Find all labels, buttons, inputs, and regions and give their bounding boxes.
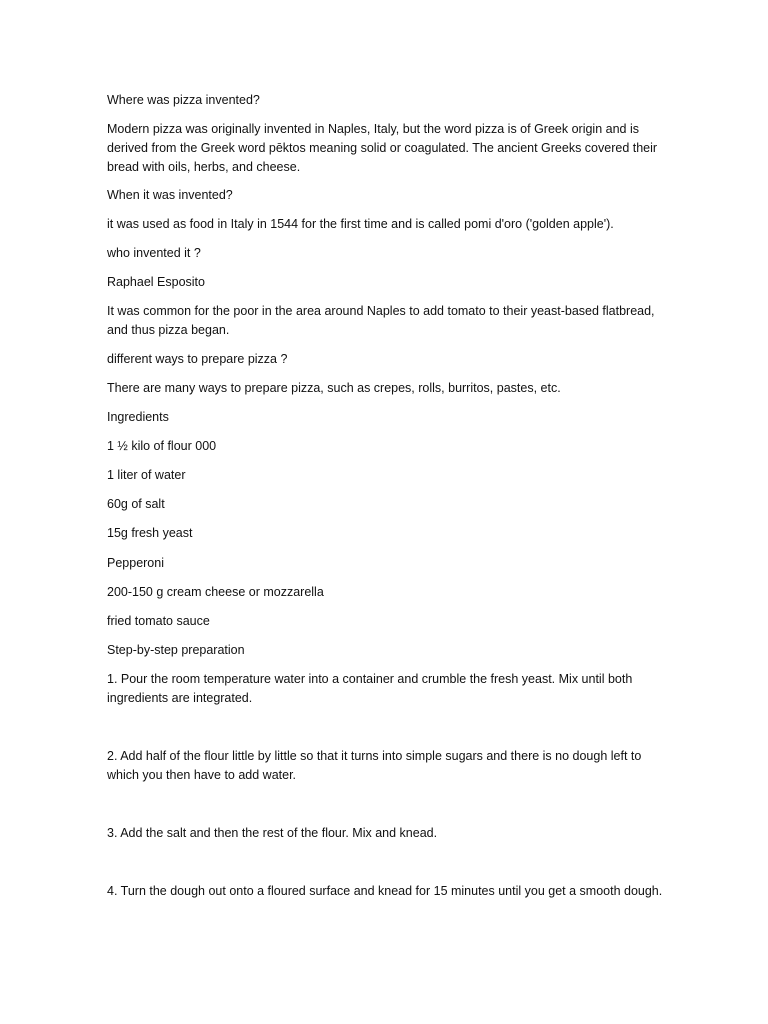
question-when: When it was invented? — [107, 188, 233, 202]
answer-where: Modern pizza was originally invented in Naples, Italy, but the word pizza is of Greek origin and is derived from the Greek word pēktos meaning solid or coagulated. The ancient Greeks covered their bread with oils, herbs, and cheese. — [107, 122, 658, 174]
step-item: 1. Pour the room temperature water into a container and crumble the fresh yeast. Mix until both ingredients are integrated. — [107, 672, 633, 705]
answer-ways: There are many ways to prepare pizza, such as crepes, rolls, burritos, pastes, etc. — [107, 381, 561, 395]
step-item: 3. Add the salt and then the rest of the flour. Mix and knead. — [107, 826, 438, 840]
ingredient-item: 60g of salt — [107, 497, 165, 511]
answer-who: Raphael Esposito — [107, 275, 205, 289]
steps-heading: Step-by-step preparation — [107, 643, 245, 657]
ingredient-item: 15g fresh yeast — [107, 526, 193, 540]
step-item: 4. Turn the dough out onto a floured surface and knead for 15 minutes until you get a smooth dough. — [107, 884, 663, 898]
ingredient-item: 1 ½ kilo of flour 000 — [107, 439, 217, 453]
question-who: who invented it ? — [107, 246, 201, 260]
ingredient-item: 200-150 g cream cheese or mozzarella — [107, 585, 324, 599]
ingredient-item: Pepperoni — [107, 556, 164, 570]
paragraph-origin: It was common for the poor in the area around Naples to add tomato to their yeast-based flatbread, and thus pizza began. — [107, 304, 655, 337]
ingredients-heading: Ingredients — [107, 410, 169, 424]
question-ways: different ways to prepare pizza ? — [107, 352, 288, 366]
step-item: 2. Add half of the flour little by little so that it turns into simple sugars and there is no dough left to which you then have to add water. — [107, 749, 642, 782]
ingredient-item: 1 liter of water — [107, 468, 186, 482]
question-where: Where was pizza invented? — [107, 93, 260, 107]
ingredient-item: fried tomato sauce — [107, 614, 210, 628]
answer-when: it was used as food in Italy in 1544 for the first time and is called pomi d'oro ('golden apple'). — [107, 217, 614, 231]
